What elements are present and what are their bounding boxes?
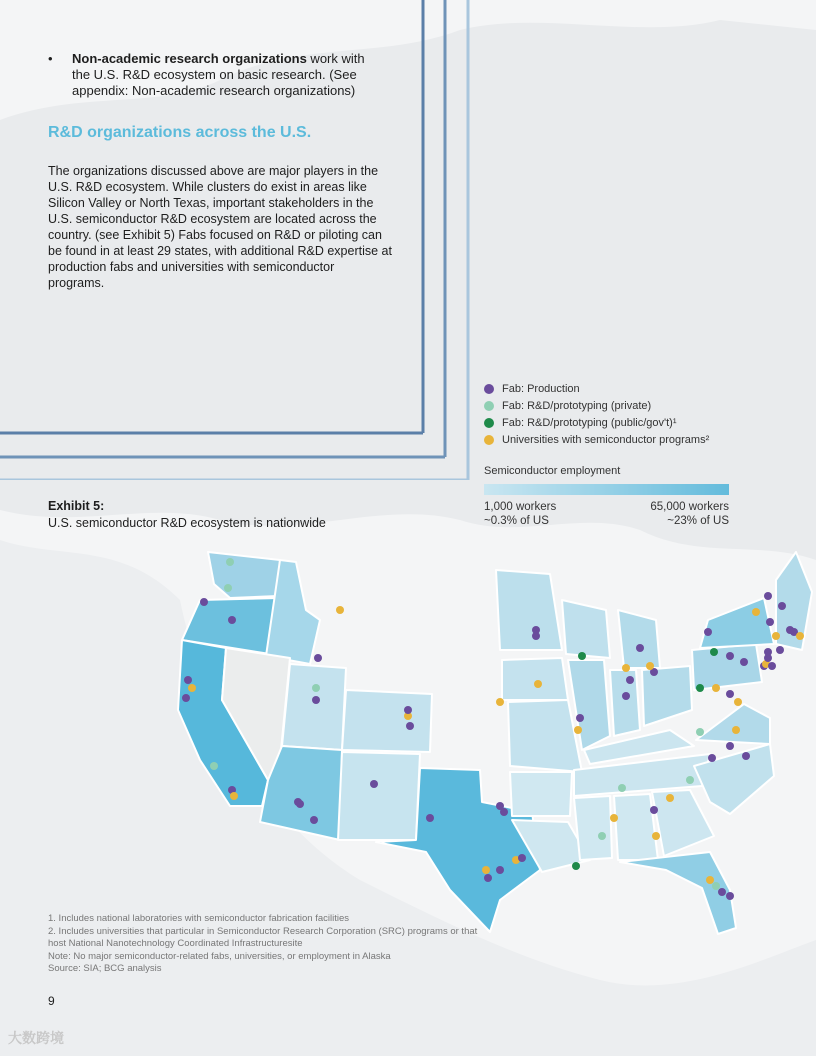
- map-point: [764, 592, 772, 600]
- exhibit-title: Exhibit 5:: [48, 499, 105, 513]
- state-wisconsin: [562, 600, 610, 658]
- employment-low-share: ~0.3% of US: [484, 515, 549, 527]
- map-point: [666, 794, 674, 802]
- map-point: [696, 728, 704, 736]
- map-point: [336, 606, 344, 614]
- map-point: [230, 792, 238, 800]
- map-point: [404, 706, 412, 714]
- map-point: [576, 714, 584, 722]
- map-point: [652, 832, 660, 840]
- map-point: [184, 676, 192, 684]
- footnote: 2. Includes universities that particular in Semiconductor Research Corporation (SRC) programs or that host National Nanotechnology Coordinated Infrastructuresite: [48, 925, 478, 949]
- state-minnesota: [496, 570, 562, 650]
- legend-label: Fab: R&D/prototyping (public/gov't)¹: [502, 416, 677, 429]
- state-georgia: [652, 790, 714, 856]
- map-point: [712, 684, 720, 692]
- employment-high-workers: 65,000 workers: [650, 501, 729, 513]
- map-point: [578, 652, 586, 660]
- map-point: [636, 644, 644, 652]
- legend-swatch: [484, 401, 494, 411]
- legend-label: Universities with semiconductor programs²: [502, 433, 710, 446]
- map-point: [182, 694, 190, 702]
- state-indiana: [610, 670, 640, 736]
- map-point: [314, 654, 322, 662]
- map-point: [496, 866, 504, 874]
- map-point: [370, 780, 378, 788]
- map-point: [696, 684, 704, 692]
- map-point: [706, 876, 714, 884]
- state-washington: [208, 552, 280, 598]
- bullet-text: work with the U.S. R&D ecosystem on basic research. (See appendix: Non-academic research organizations): [72, 51, 365, 98]
- map-point: [518, 854, 526, 862]
- map-point: [686, 776, 694, 784]
- map-point: [572, 862, 580, 870]
- legend-item-production: [484, 380, 734, 397]
- legend-label: Fab: R&D/prototyping (private): [502, 399, 652, 412]
- map-point: [210, 762, 218, 770]
- legend-item-rd-public: [484, 414, 734, 431]
- state-virginia: [696, 704, 770, 744]
- state-missouri: [508, 700, 582, 772]
- legend-item-rd-private: [484, 397, 734, 414]
- map-point: [796, 632, 804, 640]
- map-point: [718, 888, 726, 896]
- map-point: [534, 680, 542, 688]
- map-point: [712, 882, 720, 890]
- map-point: [710, 648, 718, 656]
- map-point: [200, 598, 208, 606]
- map-point: [312, 684, 320, 692]
- map-point: [610, 814, 618, 822]
- employment-high-share: ~23% of US: [667, 515, 729, 527]
- map-point: [734, 698, 742, 706]
- map-point: [622, 664, 630, 672]
- map-point: [426, 814, 434, 822]
- map-point: [618, 784, 626, 792]
- map-point: [766, 618, 774, 626]
- employment-scale-title: Semiconductor employment: [484, 465, 621, 477]
- footnote: 1. Includes national laboratories with semiconductor fabrication facilities: [48, 913, 349, 924]
- employment-scale-high: [600, 500, 729, 528]
- watermark: 大数跨境: [8, 1030, 64, 1046]
- map-point: [778, 602, 786, 610]
- state-new-york: [700, 598, 774, 648]
- map-point: [310, 816, 318, 824]
- state-pennsylvania: [692, 644, 762, 690]
- map-point: [764, 648, 772, 656]
- map-legend: [484, 380, 734, 448]
- map-point: [772, 632, 780, 640]
- map-point: [776, 646, 784, 654]
- legend-item-universities: [484, 431, 734, 448]
- footnotes: [48, 913, 478, 976]
- map-point: [574, 726, 582, 734]
- map-point: [228, 616, 236, 624]
- map-point: [622, 692, 630, 700]
- state-michigan: [618, 610, 660, 668]
- map-point: [188, 684, 196, 692]
- map-point: [646, 662, 654, 670]
- map-point: [740, 658, 748, 666]
- legend-label: Fab: Production: [502, 382, 580, 395]
- map-point: [726, 690, 734, 698]
- employment-low-workers: 1,000 workers: [484, 501, 557, 513]
- map-point: [598, 832, 606, 840]
- us-states-map: [170, 540, 816, 940]
- legend-swatch: [484, 384, 494, 394]
- page-number: 9: [48, 994, 55, 1008]
- state-iowa: [502, 658, 568, 700]
- map-point: [726, 652, 734, 660]
- employment-gradient-bar: [484, 484, 729, 495]
- map-point: [484, 874, 492, 882]
- state-alabama: [614, 794, 658, 860]
- employment-scale-low: [484, 500, 556, 528]
- map-point: [482, 866, 490, 874]
- state-ohio: [642, 666, 692, 726]
- map-point: [226, 558, 234, 566]
- body-paragraph: The organizations discussed above are major players in the U.S. R&D ecosystem. While clusters do exist in areas like Silicon Valley or North Texas, important stakeholders in the U.S. semiconductor R&D ecosystem are located across the country. (see Exhibit 5) Fabs focused on R&D or piloting can be found in at least 29 states, with additional R&D expertise at production fabs and universities with semiconductor programs.: [48, 164, 392, 290]
- map-point: [752, 608, 760, 616]
- map-point: [732, 726, 740, 734]
- state-mississippi: [574, 796, 612, 860]
- legend-swatch: [484, 435, 494, 445]
- map-point: [224, 584, 232, 592]
- map-point: [708, 754, 716, 762]
- map-point: [496, 802, 504, 810]
- map-point: [296, 800, 304, 808]
- map-point: [768, 662, 776, 670]
- footnote: Source: SIA; BCG analysis: [48, 963, 162, 974]
- bullet-bold-text: Non-academic research organizations: [72, 51, 307, 66]
- map-point: [626, 676, 634, 684]
- map-point: [496, 698, 504, 706]
- state-utah: [282, 664, 346, 750]
- section-heading: R&D organizations across the U.S.: [48, 124, 312, 141]
- state-arkansas: [510, 772, 572, 816]
- map-point: [312, 696, 320, 704]
- map-point: [726, 742, 734, 750]
- legend-swatch: [484, 418, 494, 428]
- map-point: [532, 626, 540, 634]
- footnote: Note: No major semiconductor-related fabs, universities, or employment in Alaska: [48, 950, 391, 962]
- map-point: [742, 752, 750, 760]
- state-colorado: [342, 690, 432, 752]
- bullet-item: [48, 51, 378, 99]
- state-new-mexico: [338, 752, 420, 840]
- map-point: [406, 722, 414, 730]
- map-point: [650, 806, 658, 814]
- bullet-marker: •: [48, 51, 53, 66]
- map-point: [726, 892, 734, 900]
- exhibit-subtitle: U.S. semiconductor R&D ecosystem is nationwide: [48, 516, 326, 530]
- map-point: [704, 628, 712, 636]
